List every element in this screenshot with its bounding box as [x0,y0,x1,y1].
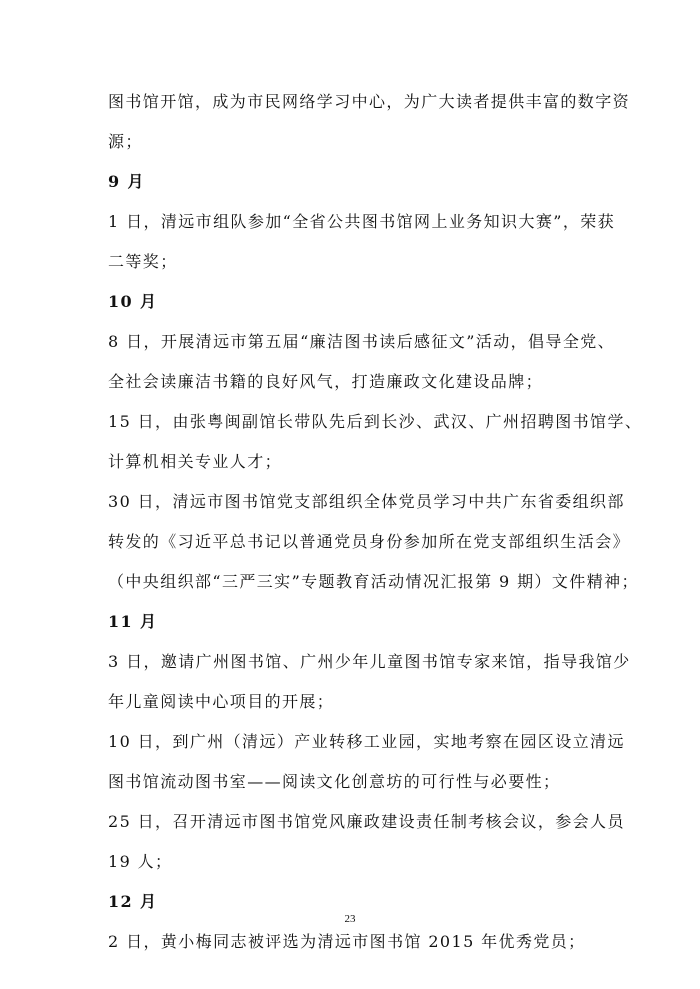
paragraph-line: 30 日，清远市图书馆党支部组织全体党员学习中共广东省委组织部 [108,492,625,511]
paragraph-line: 二等奖； [108,252,178,271]
paragraph-line: 10 日，到广州（清远）产业转移工业园，实地考察在园区设立清远 [108,732,625,751]
paragraph-line: 图书馆开馆，成为市民网络学习中心，为广大读者提供丰富的数字资 [108,92,631,111]
month-heading-november: 11 月 [108,612,158,631]
paragraph-line: 计算机相关专业人才； [108,452,283,471]
paragraph-line: 源； [108,132,143,151]
paragraph-line: 2 日，黄小梅同志被评选为清远市图书馆 2015 年优秀党员； [108,932,586,951]
paragraph-line: 25 日，召开清远市图书馆党风廉政建设责任制考核会议，参会人员 [108,812,625,831]
paragraph-line: 图书馆流动图书室——阅读文化创意坊的可行性与必要性； [108,772,561,791]
paragraph-line: 15 日，由张粤闽副馆长带队先后到长沙、武汉、广州招聘图书馆学、 [108,412,643,431]
page-number: 23 [344,913,356,925]
paragraph-line: （中央组织部“三严三实”专题教育活动情况汇报第 9 期）文件精神； [108,572,639,591]
month-heading-october: 10 月 [108,292,158,311]
document-body [108,82,643,962]
paragraph-line: 1 日，清远市组队参加“全省公共图书馆网上业务知识大赛”，荣获 [108,212,616,231]
paragraph-line: 年儿童阅读中心项目的开展； [108,692,335,711]
paragraph-line: 19 人； [108,852,173,871]
month-heading-september: 9 月 [108,172,145,191]
paragraph-line: 8 日，开展清远市第五届“廉洁图书读后感征文”活动，倡导全党、 [108,332,616,351]
paragraph-line: 全社会读廉洁书籍的良好风气，打造廉政文化建设品牌； [108,372,544,391]
month-heading-december: 12 月 [108,892,158,911]
paragraph-line: 3 日，邀请广州图书馆、广州少年儿童图书馆专家来馆，指导我馆少 [108,652,631,671]
paragraph-line: 转发的《习近平总书记以普通党员身份参加所在党支部组织生活会》 [108,532,631,551]
